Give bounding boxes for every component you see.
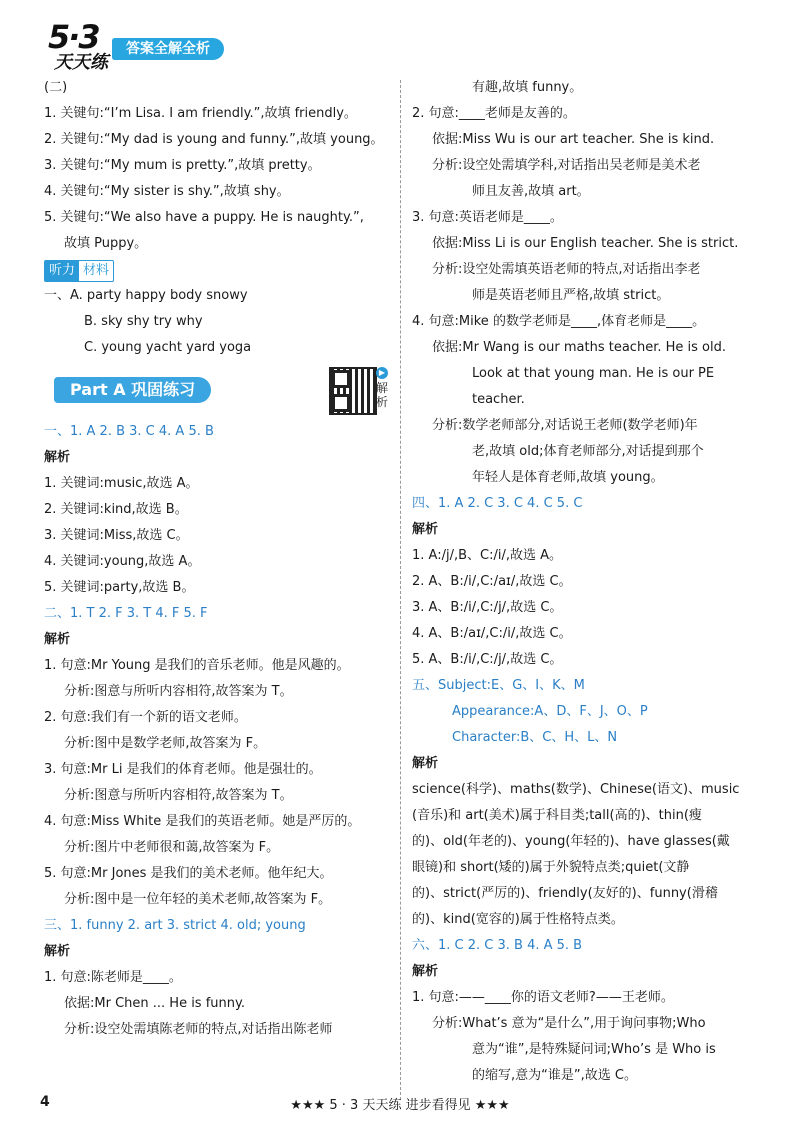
s3-item-1-analysis: 分析:设空处需填陈老师的特点,对话指出陈老师 xyxy=(64,1022,333,1037)
s5-para-1: science(科学)、maths(数学)、Chinese(语文)、music xyxy=(412,782,740,797)
part2-item-2: 2. 关键句:“My dad is young and funny.”,故填 young。 xyxy=(44,132,384,147)
s1-item-4: 4. 关键词:young,故选 A。 xyxy=(44,554,201,569)
s3-item-1-q: 1. 句意:陈老师是____。 xyxy=(44,970,182,985)
listening-material-tag xyxy=(44,260,114,282)
listening-tag-row xyxy=(44,257,389,283)
logo-number: 5·3 xyxy=(48,18,99,56)
header-banner: 答案全解全析 xyxy=(112,38,224,60)
s2-item-3-a: 分析:图意与所听内容相符,故答案为 T。 xyxy=(64,788,293,803)
s3-item-4-basis-cont-2: teacher. xyxy=(472,392,525,407)
s4-label: 解析 xyxy=(412,522,439,537)
s5-para-5: 的)、strict(严厉的)、friendly(友好的)、funny(滑稽 xyxy=(412,886,718,901)
part2-item-4: 4. 关键句:“My sister is shy.”,故填 shy。 xyxy=(44,184,290,199)
s3-item-2-analysis-cont: 师且友善,故填 art。 xyxy=(472,184,590,199)
s5-para-6: 的)、kind(宽容的)属于性格特点类。 xyxy=(412,912,624,927)
left-column xyxy=(44,75,389,1043)
s2-item-1-a: 分析:图意与所听内容相符,故答案为 T。 xyxy=(64,684,293,699)
s3-item-4-analysis: 分析:数学老师部分,对话说王老师(数学老师)年 xyxy=(432,418,698,433)
part2-item-5: 5. 关键句:“We also have a puppy. He is naughty.”, xyxy=(44,210,364,225)
listen-line-c: C. young yacht yard yoga xyxy=(84,340,252,355)
s2-item-1-q: 1. 句意:Mr Young 是我们的音乐老师。他是风趣的。 xyxy=(44,658,350,673)
s3-item-4-basis-cont-1: Look at that young man. He is our PE xyxy=(472,366,715,381)
qr-side-label: 解析 xyxy=(376,381,389,409)
s3-item-2-analysis: 分析:设空处需填学科,对话指出吴老师是美术老 xyxy=(432,158,701,173)
play-icon: ▶ xyxy=(376,367,388,379)
part-a-title: Part A 巩固练习 xyxy=(54,377,211,403)
part2-item-5-cont: 故填 Puppy。 xyxy=(64,236,148,251)
s6-item-1-q: 1. 句意:——____你的语文老师?——王老师。 xyxy=(412,990,674,1005)
s2-item-5-q: 5. 句意:Mr Jones 是我们的美术老师。他年纪大。 xyxy=(44,866,333,881)
s2-item-4-q: 4. 句意:Miss White 是我们的英语老师。她是严厉的。 xyxy=(44,814,361,829)
s5-appearance: Appearance:A、D、F、J、O、P xyxy=(452,704,648,719)
part2-item-3: 3. 关键句:“My mum is pretty.”,故填 pretty。 xyxy=(44,158,321,173)
s3-item-3-analysis: 分析:设空处需填英语老师的特点,对话指出李老 xyxy=(432,262,701,277)
s1-answers: 一、1. A 2. B 3. C 4. A 5. B xyxy=(44,424,214,439)
footer-slogan: ★★★ 5 · 3 天天练 进步看得见 ★★★ xyxy=(290,1098,510,1113)
s3-item-1-cont: 有趣,故填 funny。 xyxy=(472,80,583,95)
s2-item-5-a: 分析:图中是一位年轻的美术老师,故答案为 F。 xyxy=(64,892,332,907)
qr-code-icon[interactable] xyxy=(329,367,377,415)
s3-label: 解析 xyxy=(44,944,71,959)
s3-item-4-basis: 依据:Mr Wang is our maths teacher. He is old. xyxy=(432,340,726,355)
header xyxy=(30,20,330,75)
s3-item-2-q: 2. 句意:____老师是友善的。 xyxy=(412,106,576,121)
column-divider xyxy=(400,80,401,1100)
s4-item-2: 2. A、B:/i/,C:/aɪ/,故选 C。 xyxy=(412,574,572,589)
s1-label: 解析 xyxy=(44,450,71,465)
s3-item-3-basis: 依据:Miss Li is our English teacher. She is strict. xyxy=(432,236,739,251)
s2-label: 解析 xyxy=(44,632,71,647)
tag-material: 材料 xyxy=(83,263,110,278)
listen-line-b: B. sky shy try why xyxy=(84,314,203,329)
tag-listen: 听力 xyxy=(45,261,79,281)
s1-item-1: 1. 关键词:music,故选 A。 xyxy=(44,476,199,491)
s3-item-3-q: 3. 句意:英语老师是____。 xyxy=(412,210,563,225)
part2-item-1: 1. 关键句:“I’m Lisa. I am friendly.”,故填 friendly。 xyxy=(44,106,357,121)
s5-para-2: (音乐)和 art(美术)属于科目类;tall(高的)、thin(瘦 xyxy=(412,808,702,823)
s6-answers: 六、1. C 2. C 3. B 4. A 5. B xyxy=(412,938,583,953)
s3-item-2-basis: 依据:Miss Wu is our art teacher. She is kind. xyxy=(432,132,715,147)
s4-item-5: 5. A、B:/i/,C:/j/,故选 C。 xyxy=(412,652,563,667)
logo-text: 天天练 xyxy=(54,52,108,73)
s3-item-4-q: 4. 句意:Mike 的数学老师是____,体育老师是____。 xyxy=(412,314,706,329)
s2-item-2-a: 分析:图中是数学老师,故答案为 F。 xyxy=(64,736,267,751)
s2-item-4-a: 分析:图片中老师很和蔼,故答案为 F。 xyxy=(64,840,280,855)
right-column xyxy=(412,75,762,1089)
s6-item-1-analysis: 分析:What’s 意为“是什么”,用于询问事物;Who xyxy=(432,1016,706,1031)
s6-item-1-analysis-cont-2: 的缩写,意为“谁是”,故选 C。 xyxy=(472,1068,637,1083)
listen-line-a: 一、A. party happy body snowy xyxy=(44,288,248,303)
s3-item-4-analysis-cont-1: 老,故填 old;体育老师部分,对话提到那个 xyxy=(472,444,704,459)
s3-item-3-analysis-cont: 师是英语老师且严格,故填 strict。 xyxy=(472,288,670,303)
s3-answers: 三、1. funny 2. art 3. strict 4. old; young xyxy=(44,918,306,933)
s3-item-4-analysis-cont-2: 年轻人是体育老师,故填 young。 xyxy=(472,470,664,485)
page-number: 4 xyxy=(40,1094,50,1110)
s5-label: 解析 xyxy=(412,756,439,771)
s5-para-3: 的)、old(年老的)、young(年轻的)、have glasses(戴 xyxy=(412,834,730,849)
s4-item-1: 1. A:/j/,B、C:/i/,故选 A。 xyxy=(412,548,562,563)
s5-para-4: 眼镜)和 short(矮的)属于外貌特点类;quiet(文静 xyxy=(412,860,690,875)
part-a-header xyxy=(44,367,389,419)
s2-item-2-q: 2. 句意:我们有一个新的语文老师。 xyxy=(44,710,247,725)
s1-item-3: 3. 关键词:Miss,故选 C。 xyxy=(44,528,189,543)
s4-item-3: 3. A、B:/i/,C:/j/,故选 C。 xyxy=(412,600,563,615)
s1-item-2: 2. 关键词:kind,故选 B。 xyxy=(44,502,188,517)
s2-answers: 二、1. T 2. F 3. T 4. F 5. F xyxy=(44,606,208,621)
s6-label: 解析 xyxy=(412,964,439,979)
s6-item-1-analysis-cont-1: 意为“谁”,是特殊疑问词;Who’s 是 Who is xyxy=(472,1042,716,1057)
s1-item-5: 5. 关键词:party,故选 B。 xyxy=(44,580,195,595)
s3-item-1-basis: 依据:Mr Chen ... He is funny. xyxy=(64,996,245,1011)
s2-item-3-q: 3. 句意:Mr Li 是我们的体育老师。他是强壮的。 xyxy=(44,762,322,777)
s5-character: Character:B、C、H、L、N xyxy=(452,730,618,745)
s5-subject: 五、Subject:E、G、I、K、M xyxy=(412,678,585,693)
part2-heading: (二) xyxy=(44,80,68,95)
logo xyxy=(48,18,122,73)
s4-item-4: 4. A、B:/aɪ/,C:/i/,故选 C。 xyxy=(412,626,572,641)
s4-answers: 四、1. A 2. C 3. C 4. C 5. C xyxy=(412,496,583,511)
